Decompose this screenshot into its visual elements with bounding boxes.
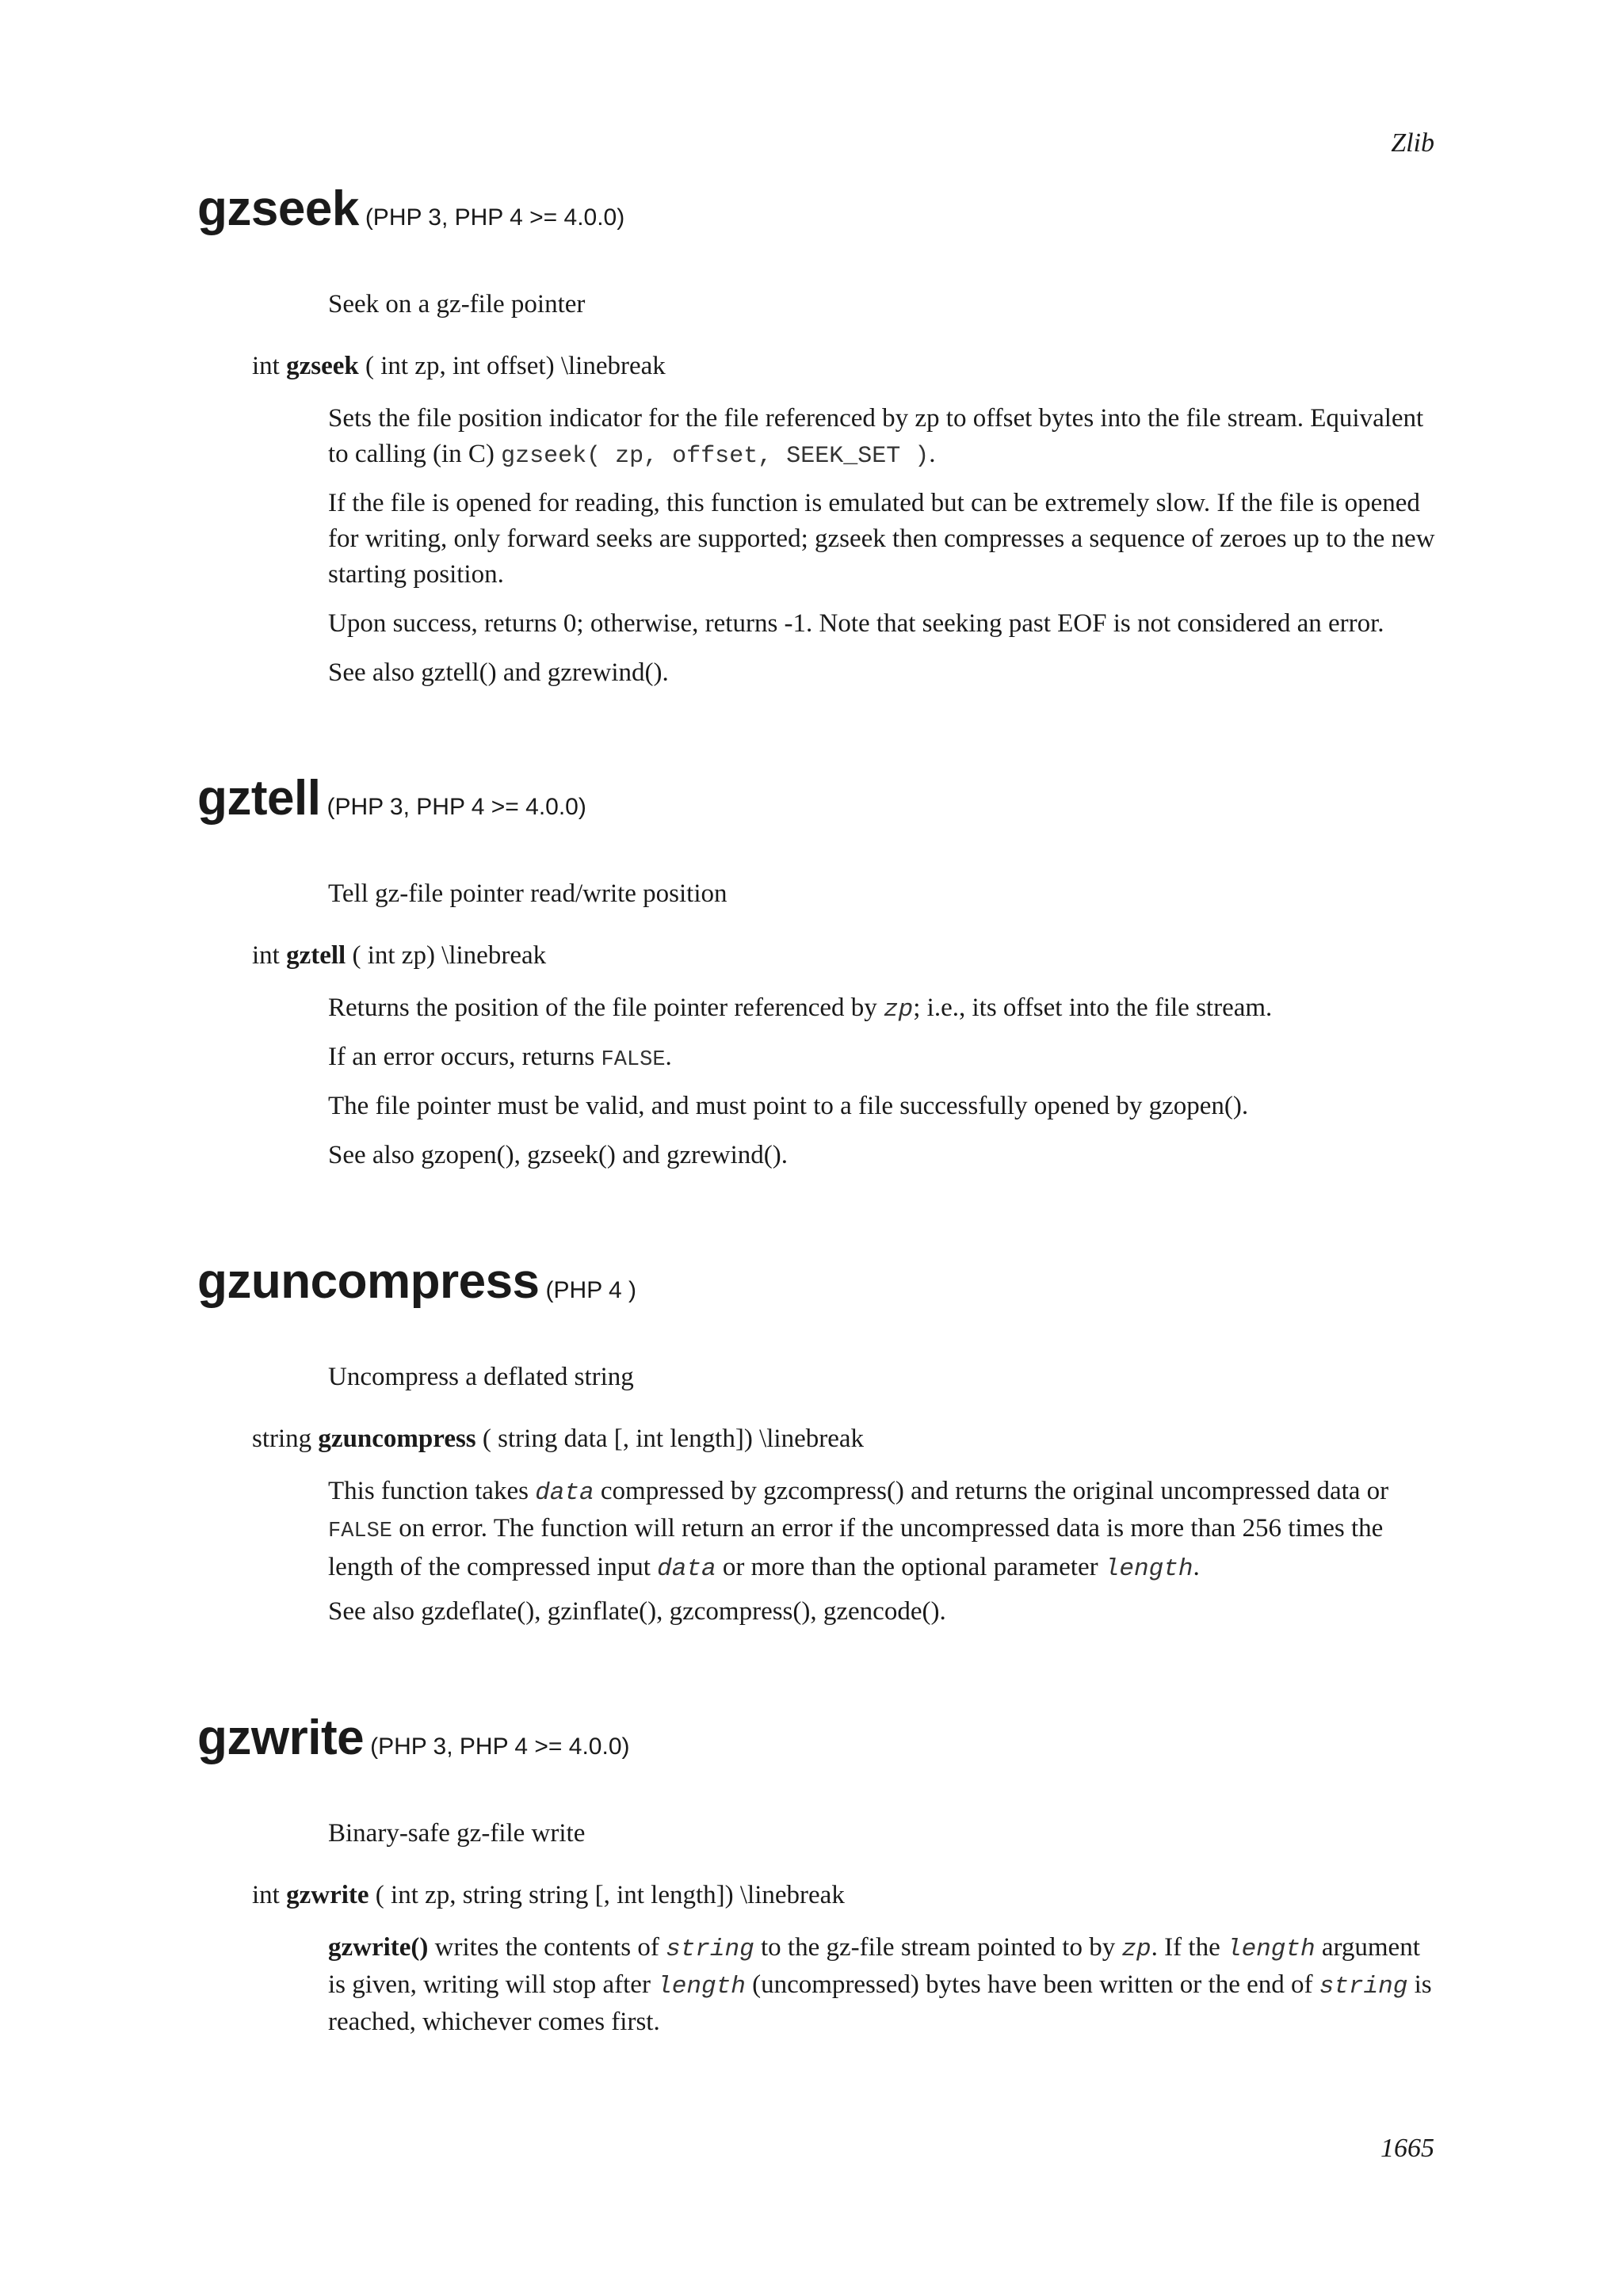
parameter: length xyxy=(1226,1936,1316,1963)
parameter: string xyxy=(1319,1973,1408,2000)
description-paragraph: The file pointer must be valid, and must point to a file successfully opened by gzopen(). xyxy=(328,1092,1249,1120)
function-reference: gzwrite() xyxy=(328,1933,429,1962)
synopsis: int gzwrite ( int zp, string string [, int length]) \linebreak xyxy=(252,1881,845,1909)
description-paragraph: This function takes data compressed by gzcompress() and returns the original uncompressed data or FALSE on error. The function will return an error if the uncompressed data is more than 256 times the length of the compressed input data or more than the optional parameter length. xyxy=(328,1477,1389,1583)
see-also: See also gztell() and gzrewind(). xyxy=(328,658,669,687)
version-info: (PHP 3, PHP 4 >= 4.0.0) xyxy=(327,794,586,820)
function-name: gzseek xyxy=(197,181,359,236)
parameter: zp xyxy=(884,996,914,1024)
synopsis: int gzseek ( int zp, int offset) \linebreak xyxy=(252,352,666,380)
purpose-text: Tell gz-file pointer read/write position xyxy=(328,879,727,908)
parameter: string xyxy=(666,1936,754,1963)
page-number: 1665 xyxy=(1381,2134,1434,2163)
function-name: gztell xyxy=(197,771,321,826)
error-paragraph: If an error occurs, returns FALSE. xyxy=(328,1043,672,1072)
return-value-paragraph: Upon success, returns 0; otherwise, returns -1. Note that seeking past EOF is not considered an error. xyxy=(328,609,1384,638)
description-paragraph: If the file is opened for reading, this function is emulated but can be extremely slow. If the file is opened for writing, only forward seeks are supported; gzseek then compresses a sequence of zeroes up to the new starting position. xyxy=(328,489,1435,589)
synopsis-function: gztell xyxy=(286,941,346,970)
version-info: (PHP 3, PHP 4 >= 4.0.0) xyxy=(370,1733,630,1760)
parameter: length xyxy=(1104,1555,1193,1583)
see-also: See also gzdeflate(), gzinflate(), gzcompress(), gzencode(). xyxy=(328,1597,946,1626)
constant: FALSE xyxy=(328,1520,393,1543)
entry-title xyxy=(197,181,624,237)
purpose-text: Uncompress a deflated string xyxy=(328,1363,634,1391)
description-paragraph: gzwrite() writes the contents of string to the gz-file stream pointed to by zp. If the length argument is given, writing will stop after length (uncompressed) bytes have been written or the end of string is reached, whichever comes first. xyxy=(328,1933,1432,2036)
running-header: Zlib xyxy=(1391,128,1434,158)
purpose-text: Binary-safe gz-file write xyxy=(328,1819,586,1848)
entry-title xyxy=(197,770,586,826)
function-name: gzuncompress xyxy=(197,1254,540,1309)
parameter: data xyxy=(657,1555,716,1583)
synopsis-function: gzuncompress xyxy=(318,1425,476,1453)
entry-title xyxy=(197,1253,636,1310)
description-paragraph: Sets the file position indicator for the file referenced by zp to offset bytes into the file stream. Equivalent to calling (in C) gzseek( zp, offset, SEEK_SET ). xyxy=(328,404,1424,470)
entry-title xyxy=(197,1710,630,1766)
code-snippet: gzseek( zp, offset, SEEK_SET ) xyxy=(501,443,930,470)
parameter: length xyxy=(657,1973,746,2000)
version-info: (PHP 3, PHP 4 >= 4.0.0) xyxy=(365,204,625,231)
constant: FALSE xyxy=(601,1048,666,1072)
synopsis: string gzuncompress ( string data [, int length]) \linebreak xyxy=(252,1425,865,1453)
version-info: (PHP 4 ) xyxy=(545,1277,637,1303)
description-paragraph: Returns the position of the file pointer referenced by zp; i.e., its offset into the file stream. xyxy=(328,994,1273,1024)
function-name: gzwrite xyxy=(197,1711,365,1765)
see-also: See also gzopen(), gzseek() and gzrewind(). xyxy=(328,1141,788,1169)
synopsis: int gztell ( int zp) \linebreak xyxy=(252,941,547,970)
synopsis-function: gzwrite xyxy=(286,1881,369,1909)
synopsis-function: gzseek xyxy=(286,352,359,380)
parameter: zp xyxy=(1121,1936,1151,1963)
purpose-text: Seek on a gz-file pointer xyxy=(328,290,586,318)
parameter: data xyxy=(535,1479,594,1507)
